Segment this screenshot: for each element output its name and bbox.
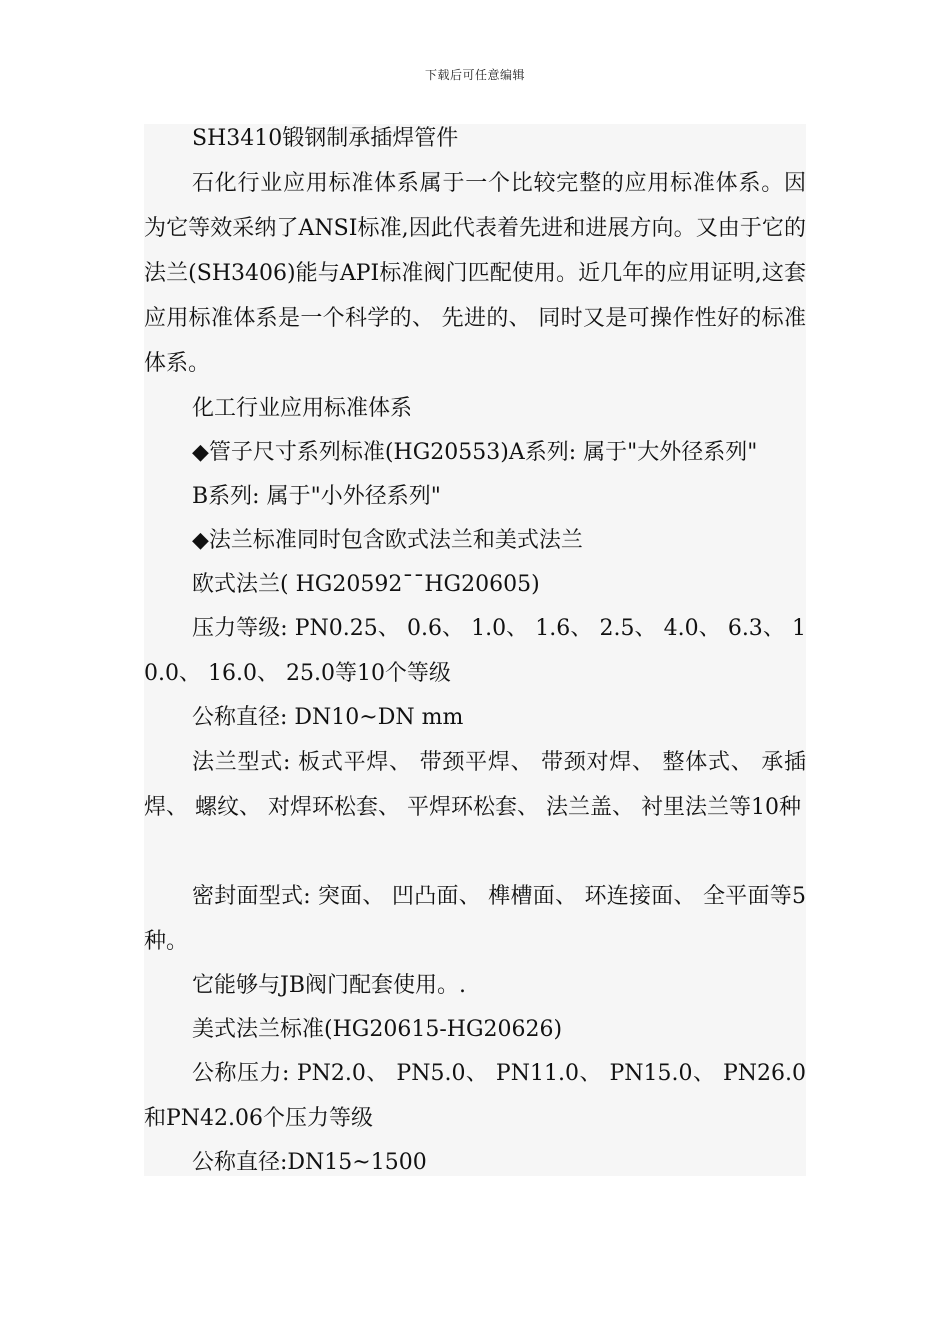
paragraph-nominal-diameter-us: 公称直径:DN15~1500 xyxy=(192,1150,427,1175)
paragraph-sealing-face-types: 密封面型式: 突面、 凹凸面、 榫槽面、 环连接面、 全平面等5种。 xyxy=(144,884,806,954)
paragraph-flange-standards: ◆法兰标准同时包含欧式法兰和美式法兰 xyxy=(192,528,583,553)
paragraph-american-flange: 美式法兰标准(HG20615-HG20626) xyxy=(192,1017,563,1042)
paragraph-nominal-diameter-eu: 公称直径: DN10~DN mm xyxy=(192,705,464,730)
paragraph-petrochemical-standards: 石化行业应用标准体系属于一个比较完整的应用标准体系。因为它等效采纳了ANSI标准,因此代表着先进和进展方向。又由于它的法兰(SH3406)能与API标准阀门匹配使用。近几年的应用证明,这套应用标准体系是一个科学的、 先进的、 同时又是可操作性好的标准体系。 xyxy=(144,171,806,376)
page-header-note: 下载后可任意编辑 xyxy=(424,68,525,82)
paragraph-european-flange: 欧式法兰( HG20592¯¯HG20605) xyxy=(192,572,540,597)
paragraph-pipe-size-series-a: ◆管子尺寸系列标准(HG20553)A系列: 属于"大外径系列" xyxy=(192,440,758,465)
paragraph-nominal-pressure-us: 公称压力: PN2.0、 PN5.0、 PN11.0、 PN15.0、 PN26.0和PN42.06个压力等级 xyxy=(144,1061,806,1131)
paragraph-pressure-grades: 压力等级: PN0.25、 0.6、 1.0、 1.6、 2.5、 4.0、 6.3、 10.0、 16.0、 25.0等10个等级 xyxy=(144,616,806,686)
paragraph-jb-valve: 它能够与JB阀门配套使用。. xyxy=(192,973,466,998)
document-body xyxy=(144,124,806,1176)
paragraph-pipe-size-series-b: B系列: 属于"小外径系列" xyxy=(192,484,441,509)
paragraph-chemical-standards-heading: 化工行业应用标准体系 xyxy=(192,396,413,421)
paragraph-flange-types: 法兰型式: 板式平焊、 带颈平焊、 带颈对焊、 整体式、 承插焊、 螺纹、 对焊环松套、 平焊环松套、 法兰盖、 衬里法兰等10种 xyxy=(144,750,806,820)
paragraph-sh3410: SH3410锻钢制承插焊管件 xyxy=(192,126,459,151)
